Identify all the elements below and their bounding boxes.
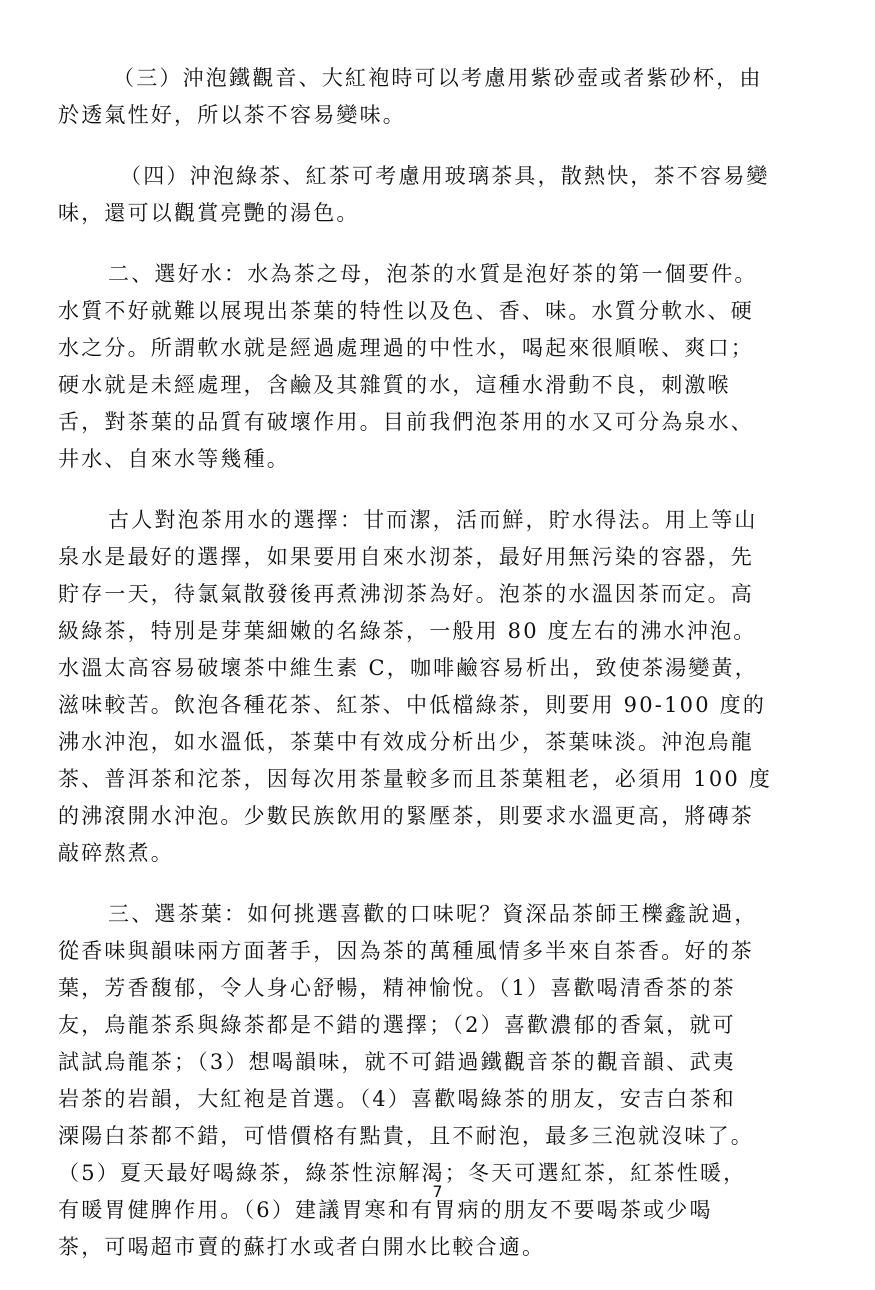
- text-line: 古人對泡茶用水的選擇：甘而潔，活而鮮，貯水得法。用上等山: [108, 508, 758, 532]
- text-line: 舌，對茶葉的品質有破壞作用。目前我們泡茶用的水又可分為泉水、: [58, 410, 754, 434]
- text-line: 三、選茶葉：如何挑選喜歡的口味呢？資深品茶師王櫟鑫說過，: [108, 902, 758, 926]
- text-line: （5）夏天最好喝綠茶，綠茶性涼解渴；冬天可選紅茶，紅茶性暖，: [58, 1161, 747, 1185]
- document-page: [58, 60, 818, 1290]
- text-line: 水之分。所謂軟水就是經過處理過的中性水，喝起來很順喉、爽口；: [58, 336, 754, 360]
- text-line: 滋味較苦。飲泡各種花茶、紅茶、中低檔綠茶，則要用 90-100 度的: [58, 693, 767, 717]
- paragraph-choose-water: [58, 256, 818, 478]
- text-line: 井水、自來水等幾種。: [58, 447, 290, 471]
- text-line: 敲碎熬煮。: [58, 841, 174, 865]
- text-line: 有暖胃健脾作用。（6）建議胃寒和有胃病的朋友不要喝茶或少喝: [58, 1198, 713, 1222]
- text-line: 水質不好就難以展現出茶葉的特性以及色、香、味。水質分軟水、硬: [58, 299, 754, 323]
- paragraph-glass-teaware: [58, 158, 818, 232]
- paragraph-choose-tea: [58, 896, 818, 1266]
- text-line: 硬水就是未經處理，含鹼及其雜質的水，這種水滑動不良，刺激喉: [58, 373, 731, 397]
- page-number: 7: [432, 1182, 443, 1201]
- text-line: 味，還可以觀賞亮艷的湯色。: [58, 201, 360, 225]
- text-line: 茶，可喝超市賣的蘇打水或者白開水比較合適。: [58, 1235, 546, 1259]
- text-line: 試試烏龍茶；（3）想喝韻味，就不可錯過鐵觀音茶的觀音韻、武夷: [58, 1050, 736, 1074]
- text-line: 茶、普洱茶和沱茶，因每次用茶量較多而且茶葉粗老，必須用 100 度: [58, 767, 773, 791]
- text-line: 的沸滾開水沖泡。少數民族飲用的緊壓茶，則要求水溫更高，將磚茶: [58, 804, 754, 828]
- text-line: 友，烏龍茶系與綠茶都是不錯的選擇；（2）喜歡濃郁的香氣，就可: [58, 1013, 736, 1037]
- text-line: 岩茶的岩韻，大紅袍是首選。（4）喜歡喝綠茶的朋友，安吉白茶和: [58, 1087, 736, 1111]
- text-line: 水溫太高容易破壞茶中維生素 C，咖啡鹼容易析出，致使茶湯變黃，: [58, 656, 758, 680]
- text-line: （四）沖泡綠茶、紅茶可考慮用玻璃茶具，散熱快，茶不容易變: [120, 164, 770, 188]
- text-line: 貯存一天，待氯氣散發後再煮沸沏茶為好。泡茶的水溫因茶而定。高: [58, 582, 754, 606]
- text-line: 二、選好水：水為茶之母，泡茶的水質是泡好茶的第一個要件。: [108, 262, 758, 286]
- text-line: 級綠茶，特別是芽葉細嫩的名綠茶，一般用 80 度左右的沸水沖泡。: [58, 619, 757, 643]
- text-line: （三）沖泡鐵觀音、大紅袍時可以考慮用紫砂壺或者紫砂杯，由: [113, 66, 763, 90]
- text-line: 泉水是最好的選擇，如果要用自來水沏茶，最好用無污染的容器，先: [58, 545, 754, 569]
- paragraph-purple-clay-teaware: [58, 60, 818, 134]
- text-line: 溧陽白茶都不錯，可惜價格有點貴，且不耐泡，最多三泡就沒味了。: [58, 1124, 754, 1148]
- text-line: 葉，芳香馥郁，令人身心舒暢，精神愉悅。（1）喜歡喝清香茶的茶: [58, 976, 736, 1000]
- text-line: 沸水沖泡，如水溫低，茶葉中有效成分析出少，茶葉味淡。沖泡烏龍: [58, 730, 754, 754]
- paragraph-water-temperature: [58, 502, 818, 872]
- text-line: 於透氣性好，所以茶不容易變味。: [58, 103, 406, 127]
- text-line: 從香味與韻味兩方面著手，因為茶的萬種風情多半來自茶香。好的茶: [58, 939, 754, 963]
